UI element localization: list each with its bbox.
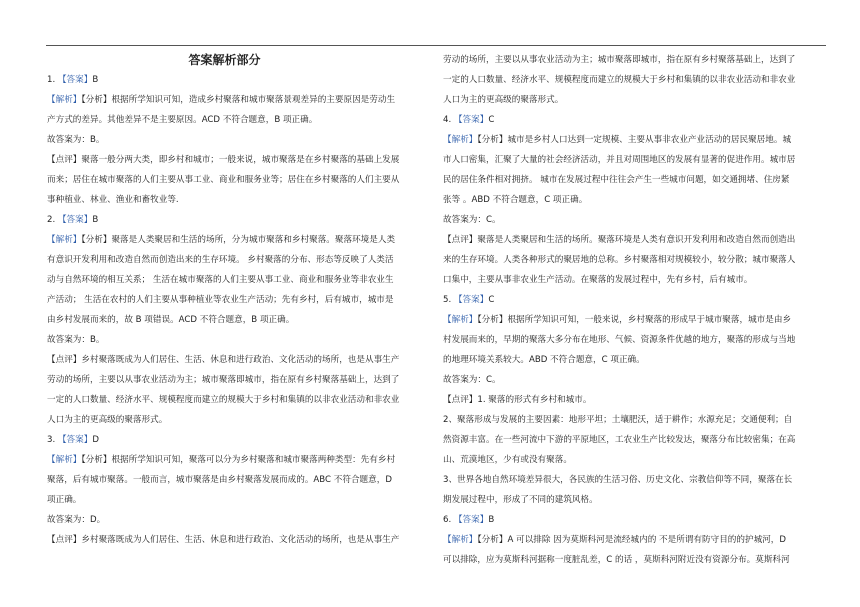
text-segment: 3. bbox=[47, 435, 58, 445]
text-segment: 人口为主的更高级的聚落形式。 bbox=[47, 415, 168, 425]
text-line bbox=[47, 270, 402, 290]
text-segment: 有意识开发利用和改造自然而创造出来的生存环境。 乡村聚落的分布、形态等反映了人类活 bbox=[47, 255, 394, 265]
text-segment: 口集中，主要从事非农业生产活动。在聚落的发展过程中，先有乡村，后有城市。 bbox=[443, 275, 753, 285]
text-segment: C bbox=[488, 115, 495, 125]
label-tag: 【解析】 bbox=[47, 95, 82, 105]
text-segment: 市人口密集，汇聚了大量的社会经济活动，并且对周围地区的发展有显著的促进作用。城市居 bbox=[443, 155, 796, 165]
left-text-block bbox=[47, 70, 402, 550]
label-tag: 【答案】 bbox=[453, 115, 489, 125]
text-segment: 村发展而来的，早期的聚落大多分布在地形、气候、资源条件优越的地方，聚落的形成与当地 bbox=[443, 335, 796, 345]
text-line bbox=[443, 170, 814, 190]
text-line bbox=[47, 190, 402, 210]
text-segment: 故答案为：C。 bbox=[443, 375, 501, 385]
text-segment: 项正确。 bbox=[47, 495, 82, 505]
text-segment: 【分析】A 可以排除 因为莫斯科河是流经城内的 不是所谓有防守目的的护城河，D bbox=[477, 535, 786, 545]
text-line bbox=[443, 430, 814, 450]
text-segment: B bbox=[92, 75, 99, 85]
text-line bbox=[443, 90, 814, 110]
text-segment: 而来；居住在城市聚落的人们主要从事工业、商业和服务业等；居住在乡村聚落的人们主要从 bbox=[47, 175, 400, 185]
text-segment: 【分析】根据所学知识可知，聚落可以分为乡村聚落和城市聚落两种类型：先有乡村 bbox=[81, 455, 396, 465]
text-segment: B bbox=[92, 215, 99, 225]
text-line bbox=[443, 310, 814, 330]
text-segment: 2. bbox=[47, 215, 58, 225]
text-line bbox=[443, 250, 814, 270]
text-line bbox=[443, 130, 814, 150]
text-segment: 【点评】1. 聚落的形式有乡村和城市。 bbox=[443, 395, 592, 405]
text-line bbox=[443, 210, 814, 230]
text-segment: 事种植业、林业、渔业和畜牧业等. bbox=[47, 195, 179, 205]
text-segment: 4. bbox=[443, 115, 454, 125]
text-line bbox=[47, 110, 402, 130]
text-segment: 【点评】乡村聚落既成为人们居住、生活、休息和进行政治、文化活动的场所，也是从事生产 bbox=[47, 355, 400, 365]
text-line bbox=[47, 350, 402, 370]
section-title: 答案解析部分 bbox=[188, 53, 261, 67]
label-tag: 【答案】 bbox=[453, 295, 489, 305]
label-tag: 【解析】 bbox=[443, 135, 478, 145]
text-line bbox=[47, 530, 402, 550]
text-segment: 【分析】城市是乡村人口达到一定规模、主要从事非农业产业活动的居民聚居地。城 bbox=[477, 135, 792, 145]
text-segment: 【分析】根据所学知识可知，一般来说，乡村聚落的形成早于城市聚落，城市是由乡 bbox=[477, 315, 792, 325]
text-segment: 的地理环境关系较大。ABD 不符合题意，C 项正确。 bbox=[443, 355, 645, 365]
text-line bbox=[443, 290, 814, 310]
label-tag: 【解析】 bbox=[443, 315, 478, 325]
right-text-block bbox=[443, 50, 814, 570]
text-line bbox=[443, 410, 814, 430]
text-segment: 6. bbox=[443, 515, 454, 525]
text-segment: 产活动； 生活在农村的人们主要从事种植业等农业生产活动；先有乡村，后有城市，城市是 bbox=[47, 295, 394, 305]
text-segment: 5. bbox=[443, 295, 454, 305]
text-segment: 来的生存环境。人类各种形式的聚居地的总称。乡村聚落相对规模较小，较分散；城市聚落人 bbox=[443, 255, 796, 265]
text-segment: 一定的人口数量、经济水平、规模程度而建立的规模大于乡村和集镇的以非农业活动和非农业 bbox=[443, 75, 796, 85]
text-line bbox=[443, 270, 814, 290]
label-tag: 【答案】 bbox=[57, 435, 93, 445]
text-line bbox=[443, 390, 814, 410]
text-line bbox=[47, 250, 402, 270]
text-segment: B bbox=[488, 515, 495, 525]
text-segment: 2、聚落形成与发展的主要因素：地形平坦；土壤肥沃，适于耕作；水源充足；交通便利；自 bbox=[443, 415, 793, 425]
text-line bbox=[47, 470, 402, 490]
text-segment: 张等 。ABD 不符合题意，C 项正确。 bbox=[443, 195, 588, 205]
text-line bbox=[47, 230, 402, 250]
label-tag: 【答案】 bbox=[57, 75, 93, 85]
left-column bbox=[47, 50, 402, 550]
text-line bbox=[443, 530, 814, 550]
text-segment: 故答案为：C。 bbox=[443, 215, 501, 225]
text-line bbox=[443, 230, 814, 250]
text-line bbox=[443, 330, 814, 350]
text-line bbox=[443, 470, 814, 490]
text-segment: 山、荒漠地区，少有或没有聚落。 bbox=[443, 455, 572, 465]
text-segment: 动与自然环境的相互关系； 生活在城市聚落的人们主要从事工业、商业和服务业等非农业生 bbox=[47, 275, 394, 285]
label-tag: 【解析】 bbox=[47, 455, 82, 465]
label-tag: 【解析】 bbox=[443, 535, 478, 545]
text-line bbox=[443, 510, 814, 530]
text-line bbox=[47, 450, 402, 470]
text-segment: 劳动的场所，主要以从事农业活动为主；城市聚落即城市，指在原有乡村聚落基础上，达到了 bbox=[47, 375, 400, 385]
label-tag: 【解析】 bbox=[47, 235, 82, 245]
text-line bbox=[443, 190, 814, 210]
text-line bbox=[443, 110, 814, 130]
text-segment: 【分析】根据所学知识可知，造成乡村聚落和城市聚落景观差异的主要原因是劳动生 bbox=[81, 95, 396, 105]
label-tag: 【答案】 bbox=[453, 515, 489, 525]
text-line bbox=[47, 370, 402, 390]
text-line bbox=[443, 450, 814, 470]
text-segment: 可以排除，应为莫斯科河据称一度脏乱差，C 的话 ，莫斯科河附近没有资源分布。莫斯科河 bbox=[443, 555, 790, 565]
text-segment: 【点评】乡村聚落既成为人们居住、生活、休息和进行政治、文化活动的场所，也是从事生产 bbox=[47, 535, 400, 545]
text-line bbox=[443, 150, 814, 170]
text-line bbox=[47, 310, 402, 330]
text-segment: 人口为主的更高级的聚落形式。 bbox=[443, 95, 564, 105]
text-line bbox=[47, 490, 402, 510]
header-rule bbox=[46, 45, 826, 46]
text-line bbox=[47, 70, 402, 90]
text-segment: 【分析】聚落是人类聚居和生活的场所，分为城市聚落和乡村聚落。聚落环境是人类 bbox=[81, 235, 396, 245]
text-segment: 3、世界各地自然环境差异很大，各民族的生活习俗、历史文化、宗教信仰等不同，聚落在长 bbox=[443, 475, 793, 485]
text-segment: D bbox=[92, 435, 99, 445]
text-segment: 然资源丰富。在一些河流中下游的平原地区，工农业生产比较发达，聚落分布比较密集；在高 bbox=[443, 435, 796, 445]
label-tag: 【答案】 bbox=[57, 215, 93, 225]
text-line bbox=[47, 410, 402, 430]
text-line bbox=[47, 130, 402, 150]
text-segment: 故答案为：B。 bbox=[47, 335, 105, 345]
text-line bbox=[443, 50, 814, 70]
text-line bbox=[47, 150, 402, 170]
text-segment: 期发展过程中，形成了不同的建筑风格。 bbox=[443, 495, 598, 505]
text-line bbox=[443, 490, 814, 510]
text-line bbox=[443, 550, 814, 570]
text-segment: 由乡村发展而来的，故 B 项错误。ACD 不符合题意，B 项正确。 bbox=[47, 315, 295, 325]
text-segment: 故答案为：D。 bbox=[47, 515, 106, 525]
text-segment: 1. bbox=[47, 75, 58, 85]
text-line bbox=[443, 370, 814, 390]
text-segment: 劳动的场所，主要以从事农业活动为主；城市聚落即城市，指在原有乡村聚落基础上，达到了 bbox=[443, 55, 796, 65]
right-column bbox=[443, 50, 814, 570]
text-segment: 民的居住条件相对拥挤。 城市在发展过程中往往会产生一些城市问题，如交通拥堵、住房紧 bbox=[443, 175, 790, 185]
text-line bbox=[47, 390, 402, 410]
text-line bbox=[47, 210, 402, 230]
text-segment: 故答案为：B。 bbox=[47, 135, 105, 145]
text-line bbox=[47, 330, 402, 350]
text-line bbox=[47, 290, 402, 310]
text-line bbox=[47, 510, 402, 530]
text-line bbox=[47, 430, 402, 450]
text-line bbox=[47, 90, 402, 110]
text-segment: 【点评】聚落是人类聚居和生活的场所。聚落环境是人类有意识开发利用和改造自然而创造出 bbox=[443, 235, 796, 245]
text-segment: 【点评】聚落一般分两大类，即乡村和城市；一般来说，城市聚落是在乡村聚落的基础上发展 bbox=[47, 155, 400, 165]
text-segment: C bbox=[488, 295, 495, 305]
text-segment: 产方式的差异。其他差异不是主要原因。ACD 不符合题意，B 项正确。 bbox=[47, 115, 318, 125]
text-line bbox=[47, 170, 402, 190]
text-line bbox=[443, 70, 814, 90]
text-segment: 聚落，后有城市聚落。一般而言，城市聚落是由乡村聚落发展而成的。ABC 不符合题意，D bbox=[47, 475, 392, 485]
text-line bbox=[443, 350, 814, 370]
text-segment: 一定的人口数量、经济水平、规模程度而建立的规模大于乡村和集镇的以非农业活动和非农业 bbox=[47, 395, 400, 405]
